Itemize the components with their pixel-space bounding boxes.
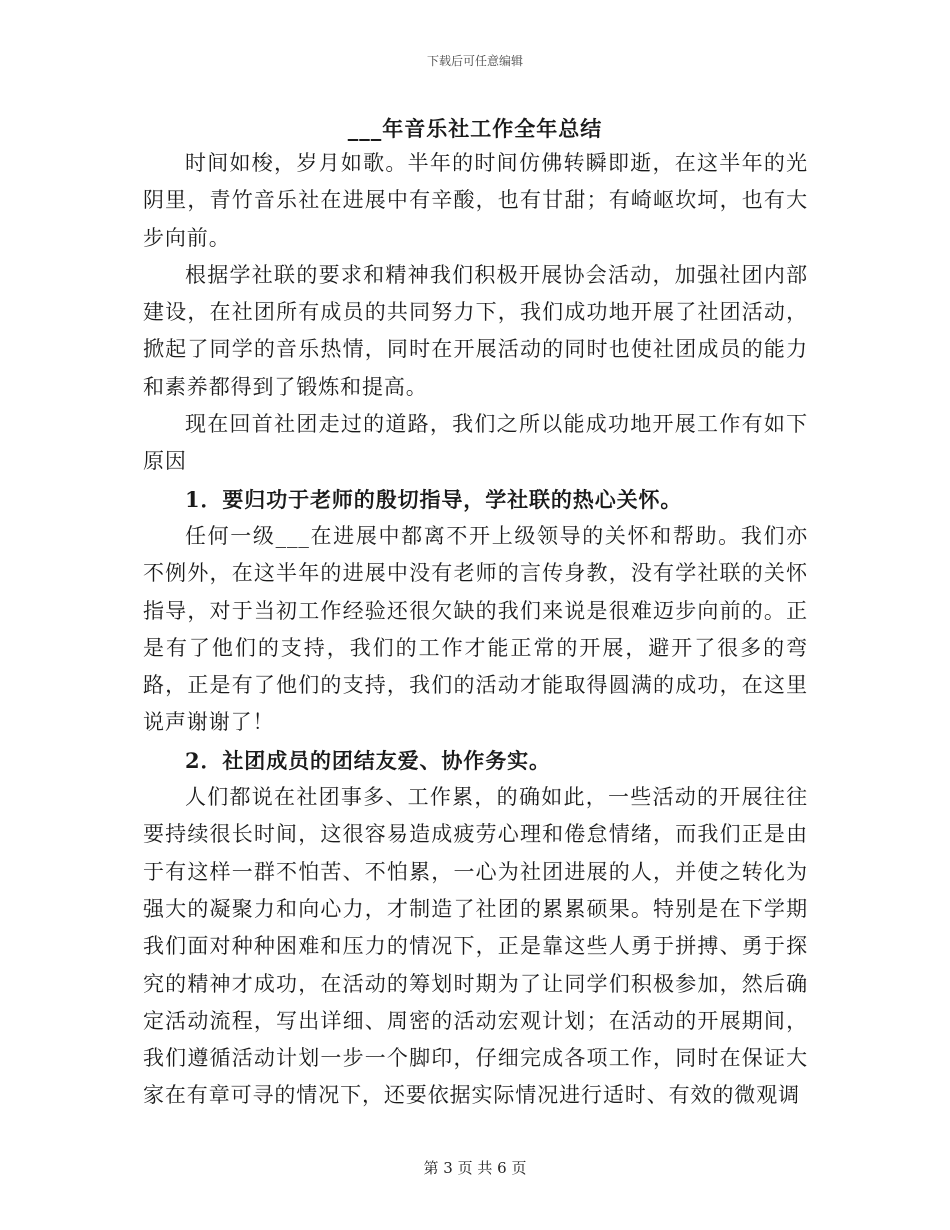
document-body	[143, 145, 808, 1115]
page-header-note: 下载后可任意编辑	[426, 54, 523, 68]
paragraph-intro: 时间如梭，岁月如歌。半年的时间仿佛转瞬即逝，在这半年的光阴里，青竹音乐社在进展中有辛酸，也有甘甜；有崎岖坎坷，也有大步向前。	[143, 151, 808, 250]
paragraph-section-2: 人们都说在社团事多、工作累，的确如此，一些活动的开展往往要持续很长时间，这很容易造成疲劳心理和倦怠情绪，而我们正是由于有这样一群不怕苦、不怕累，一心为社团进展的人，并使之转化为强大的凝聚力和向心力，才制造了社团的累累硕果。特别是在下学期我们面对种种困难和压力的情况下，正是靠这些人勇于拼搏、勇于探究的精神才成功，在活动的筹划时期为了让同学们积极参加，然后确定活动流程，写出详细、周密的活动宏观计划；在活动的开展期间，我们遵循活动计划一步一个脚印，仔细完成各项工作，同时在保证大家在有章可寻的情况下，还要依据实际情况进行适时、有效的微观调	[143, 785, 808, 1108]
paragraph-reasons-intro: 现在回首社团走过的道路，我们之所以能成功地开展工作有如下原因	[143, 412, 808, 474]
paragraph-section-1: 任何一级___在进展中都离不开上级领导的关怀和帮助。我们亦不例外，在这半年的进展中没有老师的言传身教，没有学社联的关怀指导，对于当初工作经验还很欠缺的我们来说是很难迈步向前的。正是有了他们的支持，我们的工作才能正常的开展，避开了很多的弯路，正是有了他们的支持，我们的活动才能取得圆满的成功，在这里说声谢谢了！	[143, 523, 808, 735]
paragraph-overview: 根据学社联的要求和精神我们积极开展协会活动，加强社团内部建设，在社团所有成员的共同努力下，我们成功地开展了社团活动，掀起了同学的音乐热情，同时在开展活动的同时也使社团成员的能力和素养都得到了锻炼和提高。	[143, 262, 808, 399]
page-number-footer: 第 3 页 共 6 页	[423, 1159, 527, 1177]
document-title: ___年音乐社工作全年总结	[347, 116, 603, 141]
section-heading-2: 2．社团成员的团结友爱、协作务实。	[185, 747, 551, 773]
section-heading-1: 1．要归功于老师的殷切指导，学社联的热心关怀。	[185, 486, 683, 512]
